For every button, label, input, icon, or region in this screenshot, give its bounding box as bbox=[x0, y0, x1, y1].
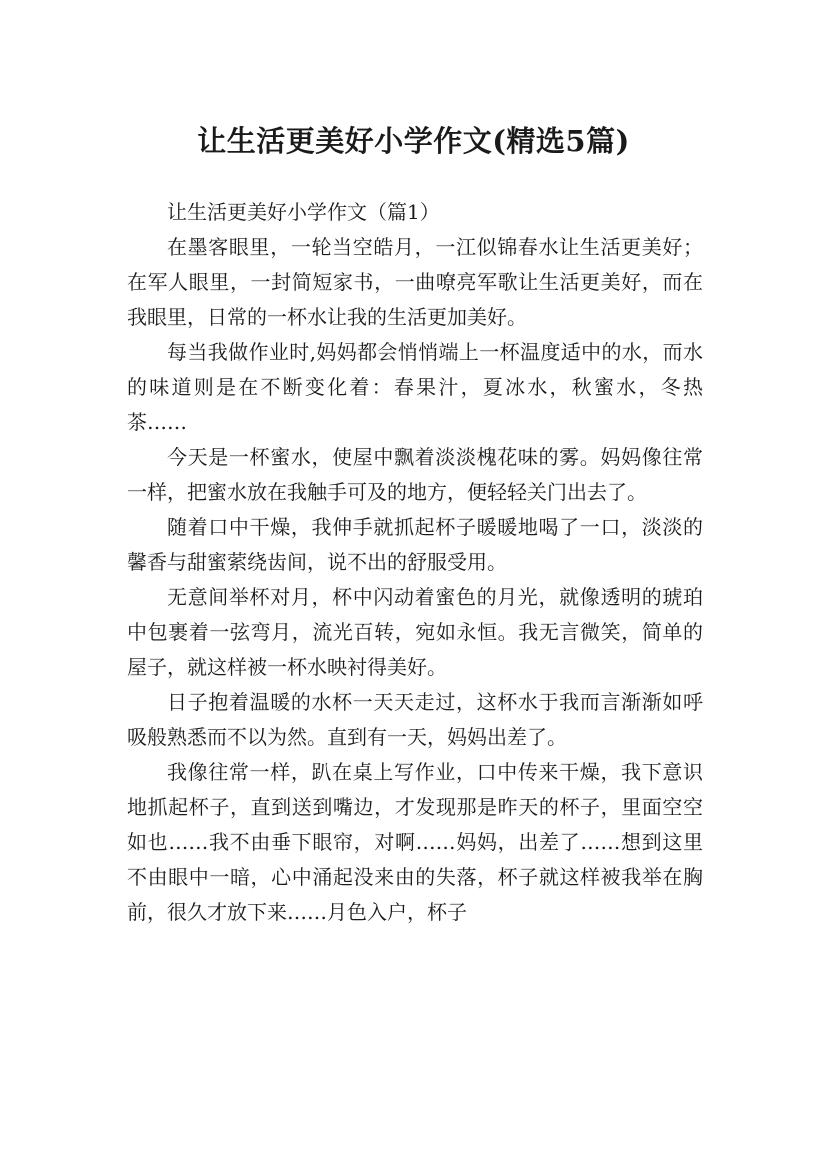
paragraph: 今天是一杯蜜水，使屋中飘着淡淡槐花味的雾。妈妈像往常一样，把蜜水放在我触手可及的地方，便轻轻关门出去了。 bbox=[127, 445, 703, 504]
paragraph: 日子抱着温暖的水杯一天天走过，这杯水于我而言渐渐如呼吸般熟悉而不以为然。直到有一天，妈妈出差了。 bbox=[127, 690, 703, 749]
document-title: 让生活更美好小学作文(精选5篇) bbox=[197, 124, 630, 159]
document-body bbox=[127, 195, 703, 930]
paragraph: 我像往常一样，趴在桌上写作业，口中传来干燥，我下意识地抓起杯子，直到送到嘴边，才发现那是昨天的杯子，里面空空如也……我不由垂下眼帘，对啊……妈妈，出差了……想到这里不由眼中一暗，心中涌起没来由的失落，杯子就这样被我举在胸前，很久才放下来……月色入户，杯子 bbox=[127, 760, 703, 924]
paragraph: 随着口中干燥，我伸手就抓起杯子暖暖地喝了一口，淡淡的馨香与甜蜜萦绕齿间，说不出的舒服受用。 bbox=[127, 515, 703, 574]
paragraph: 每当我做作业时,妈妈都会悄悄端上一杯温度适中的水，而水的味道则是在不断变化着：春果汁，夏冰水，秋蜜水，冬热茶…… bbox=[127, 340, 703, 434]
section-heading: 让生活更美好小学作文（篇1） bbox=[167, 200, 440, 224]
paragraph: 无意间举杯对月，杯中闪动着蜜色的月光，就像透明的琥珀中包裹着一弦弯月，流光百转，宛如永恒。我无言微笑，简单的屋子，就这样被一杯水映衬得美好。 bbox=[127, 585, 703, 679]
paragraph: 在墨客眼里，一轮当空皓月，一江似锦春水让生活更美好；在军人眼里，一封简短家书，一曲嘹亮军歌让生活更美好，而在我眼里，日常的一杯水让我的生活更加美好。 bbox=[127, 235, 703, 329]
